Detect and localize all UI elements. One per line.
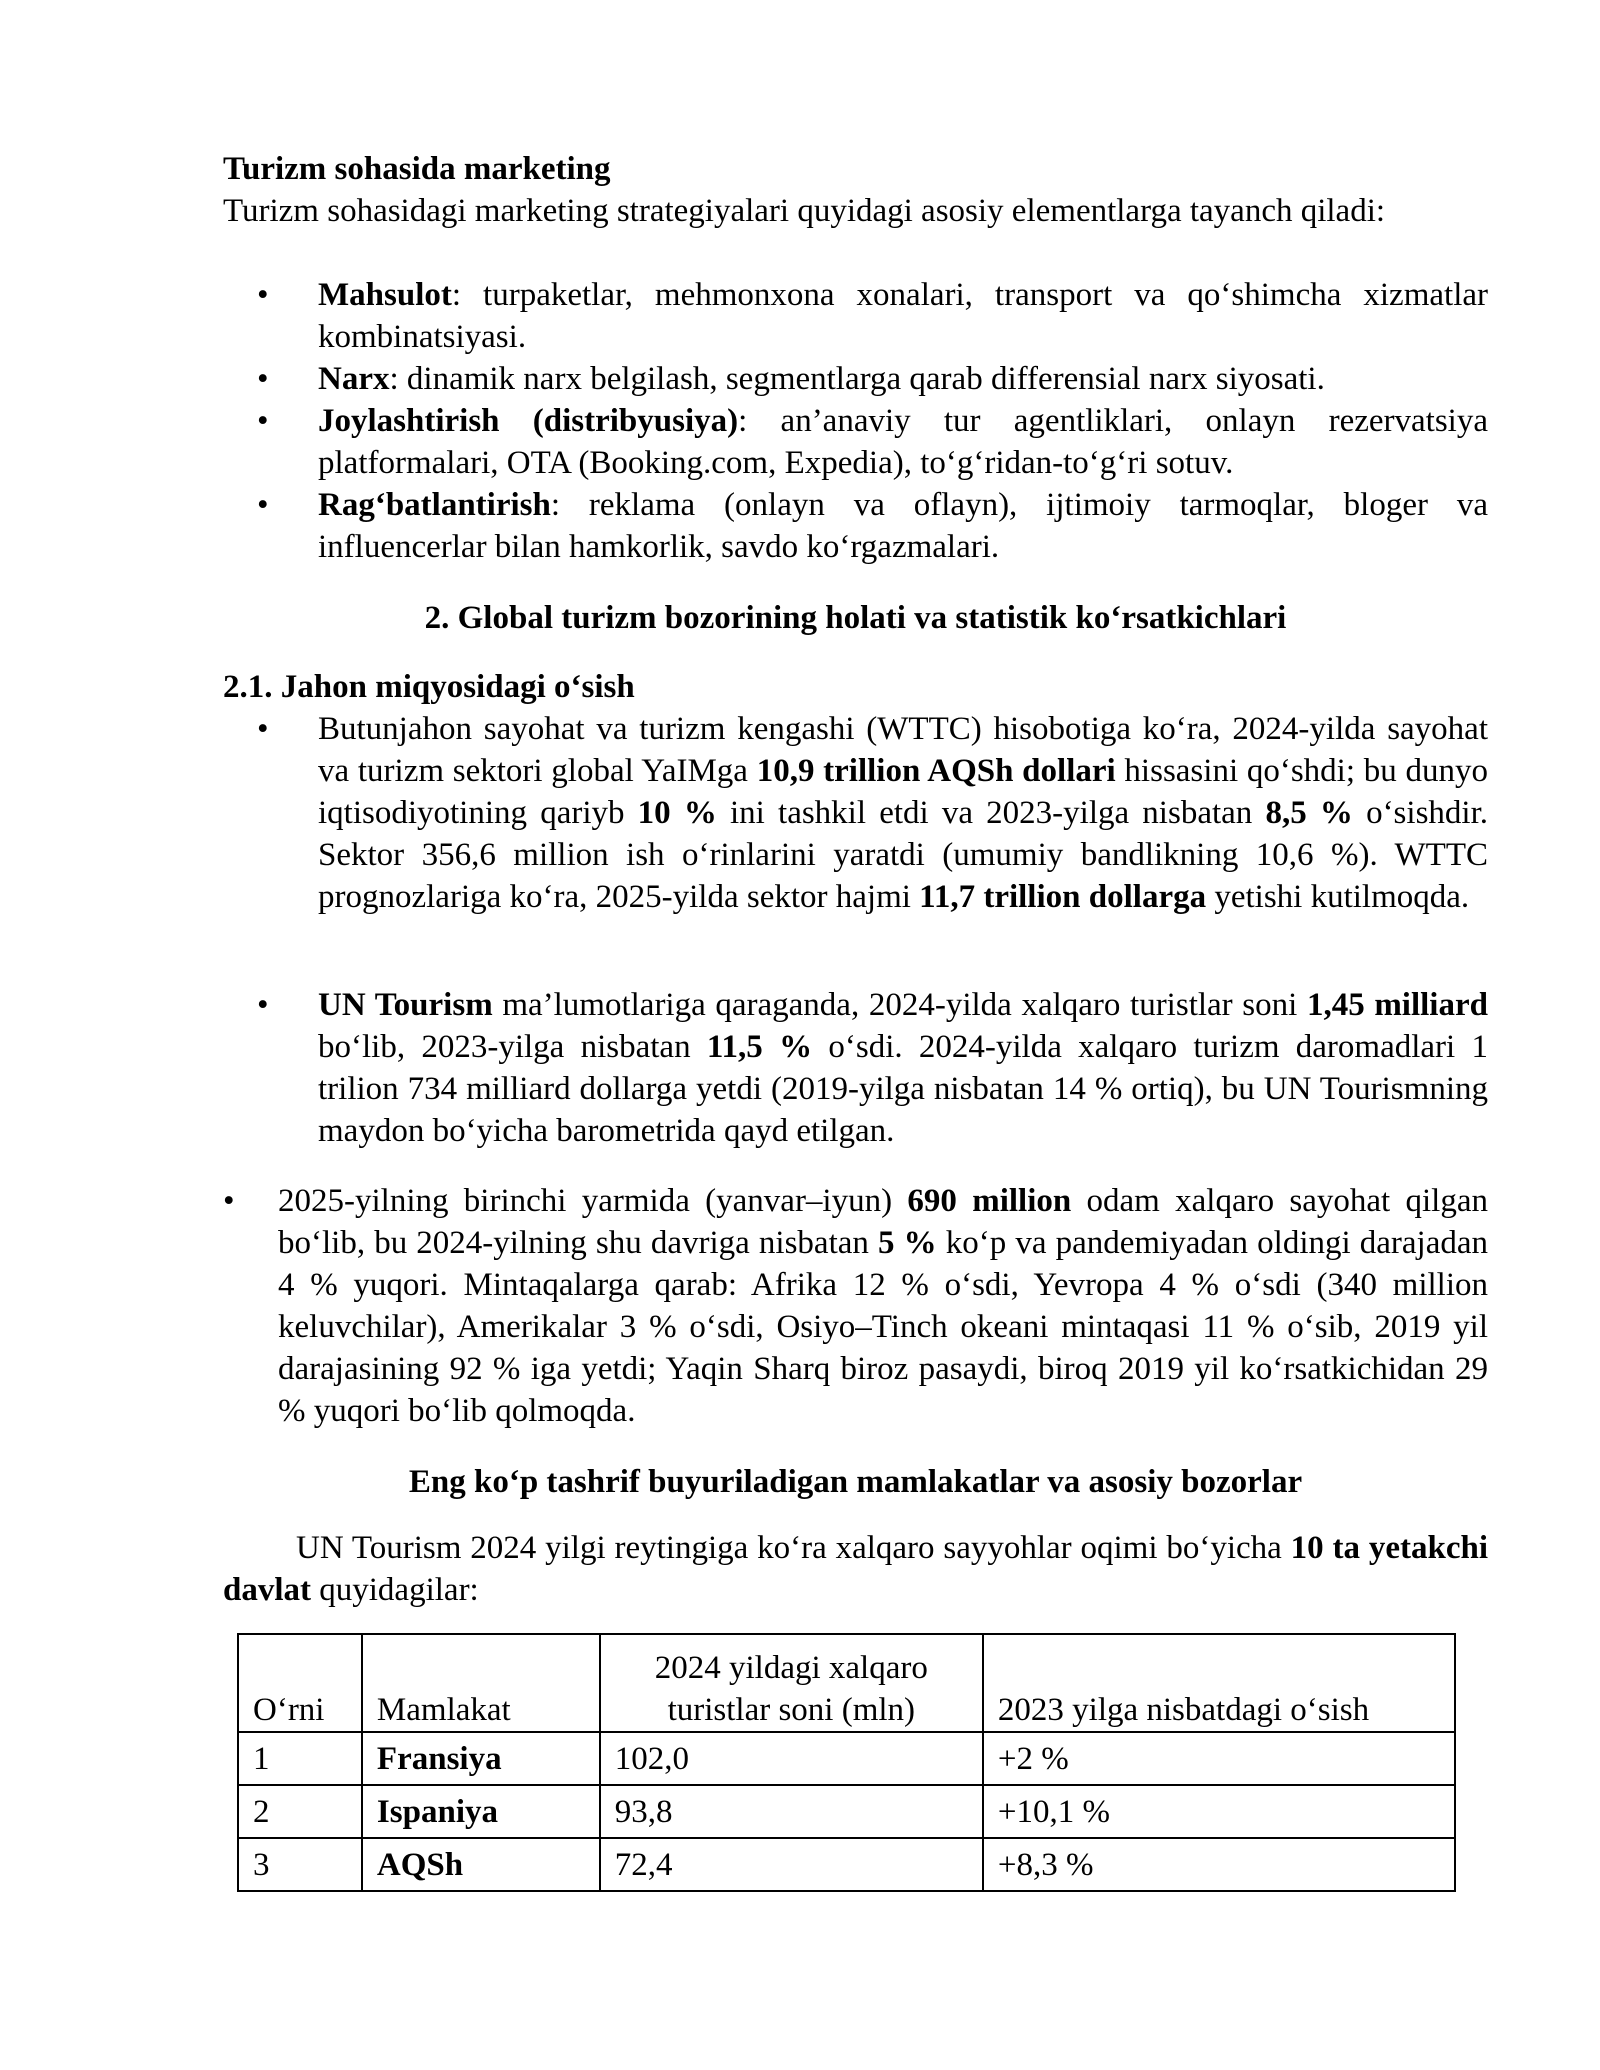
table-row [238,1732,1455,1785]
text-run: quyidagilar: [311,1572,479,1608]
rank-cell: 1 [238,1732,362,1785]
text-run-bold: 10,9 trillion AQSh dollari [756,753,1116,789]
column-header: 2024 yildagi xalqaro turistlar soni (mln) [600,1634,983,1732]
text-run: bo‘lib, 2023-yilga nisbatan [318,1029,707,1065]
list-item-term: Narx [318,361,390,397]
column-header: Mamlakat [362,1634,600,1732]
text-run-bold: 11,5 % [706,1029,813,1065]
value-cell: 72,4 [600,1838,983,1891]
text-run: o‘sishdir. Sektor 356,6 million ish o‘rinlarini yaratdi (umumiy bandlikning 10,6 %). WTTC prognozlariga ko‘ra, 2025-yilda sektor hajmi [318,795,1488,915]
list-item [223,400,1488,484]
text-run: odam xalqaro sayohat qilgan bo‘lib, bu 2024-yilning shu davriga nisbatan [278,1183,1488,1261]
text-run-bold: 10 ta yetakchi davlat [223,1530,1488,1608]
growth-cell: +2 % [983,1732,1455,1785]
rank-cell: 3 [238,1838,362,1891]
marketing-intro: Turizm sohasidagi marketing strategiyalari quyidagi asosiy elementlarga tayanch qiladi: [223,193,1386,229]
text-run-bold: 11,7 trillion dollarga [919,879,1207,915]
list-item-text: : turpaketlar, mehmonxona xonalari, transport va qo‘shimcha xizmatlar kombinatsiyasi. [318,277,1488,355]
column-header: 2023 yilga nisbatdagi o‘sish [983,1634,1455,1732]
list-item-term: Mahsulot [318,277,452,313]
bullet-icon: • [257,361,269,397]
marketing-heading: Turizm sohasida marketing [223,151,611,187]
text-run: 2025-yilning birinchi yarmida (yanvar–iyun) [278,1183,908,1219]
list-item-term: Joylashtirish (distribyusiya) [318,403,739,439]
list-item [223,984,1488,1152]
text-run: ini tashkil etdi va 2023-yilga nisbatan [716,795,1266,831]
text-run-bold: 1,45 milliard [1306,987,1488,1023]
bullet-icon: • [257,711,269,747]
countries-table [237,1633,1456,1892]
list-item-text: : dinamik narx belgilash, segmentlarga qarab differensial narx siyosati. [389,361,1325,397]
text-run-bold: 8,5 % [1265,795,1353,831]
country-cell: Fransiya [362,1732,600,1785]
table-intro [223,1527,1488,1611]
text-run: ma’lumotlariga qaraganda, 2024-yilda xalqaro turistlar soni [492,987,1307,1023]
section-heading: 2. Global turizm bozorining holati va statistik ko‘rsatkichlari [424,600,1287,636]
subsection-heading: 2.1. Jahon miqyosidagi o‘sish [223,669,635,705]
column-header: O‘rni [238,1634,362,1732]
bullet-icon: • [223,1183,235,1219]
text-run-bold: 690 million [907,1183,1072,1219]
list-item [223,1180,1488,1432]
text-run: ko‘p va pandemiyadan oldingi darajadan 4 % yuqori. Mintaqalarga qarab: Afrika 12 % o‘sdi, Yevropa 4 % o‘sdi (340 million keluvchilar), Amerikalar 3 % o‘sdi, Osiyo–Tinch okeani mintaqasi 11 % o‘sib, 2019 yil darajasining 92 % iga yetdi; Yaqin Sharq biroz pasaydi, biroq 2019 yil ko‘rsatkichidan 29 % yuqori bo‘lib qolmoqda. [278,1225,1489,1429]
rank-cell: 2 [238,1785,362,1838]
text-run: o‘sdi. 2024-yilda xalqaro turizm daromadlari 1 trilion 734 milliard dollarga yetdi (2019-yilga nisbatan 14 % ortiq), bu UN Tourismning maydon bo‘yicha barometrida qayd etilgan. [318,1029,1488,1149]
list-item [223,274,1488,358]
text-run-bold: 5 % [878,1225,937,1261]
text-run-bold: 10 % [637,795,717,831]
text-run-bold: UN Tourism [318,987,493,1023]
growth-cell: +10,1 % [983,1785,1455,1838]
text-run: hissasini qo‘shdi; bu dunyo iqtisodiyotining qariyb [318,753,1488,831]
bullet-icon: • [257,403,269,439]
list-item-text: : an’anaviy tur agentliklari, onlayn rezervatsiya platformalari, OTA (Booking.com, Expedia), to‘g‘ridan-to‘g‘ri sotuv. [318,403,1488,481]
text-run: yetishi kutilmoqda. [1206,879,1470,915]
text-run: Butunjahon sayohat va turizm kengashi (WTTC) hisobotiga ko‘ra, 2024-yilda sayohat va turizm sektori global YaIMga [318,711,1488,789]
list-item [223,708,1488,918]
table-section-heading: Eng ko‘p tashrif buyuriladigan mamlakatlar va asosiy bozorlar [408,1464,1303,1500]
value-cell: 102,0 [600,1732,983,1785]
bullet-icon: • [257,277,269,313]
table-row [238,1785,1455,1838]
bullet-icon: • [257,987,269,1023]
value-cell: 93,8 [600,1785,983,1838]
list-item [223,484,1488,568]
text-run: UN Tourism 2024 yilgi reytingiga ko‘ra xalqaro sayyohlar oqimi bo‘yicha [296,1530,1291,1566]
list-item [223,358,1488,400]
bullet-icon: • [257,487,269,523]
list-item-text: : reklama (onlayn va oflayn), ijtimoiy tarmoqlar, bloger va influencerlar bilan hamkorlik, savdo ko‘rgazmalari. [318,487,1488,565]
list-item-term: Rag‘batlantirish [318,487,551,523]
table-row [238,1838,1455,1891]
country-cell: AQSh [362,1838,600,1891]
country-cell: Ispaniya [362,1785,600,1838]
table-header-row [238,1634,1455,1732]
growth-cell: +8,3 % [983,1838,1455,1891]
